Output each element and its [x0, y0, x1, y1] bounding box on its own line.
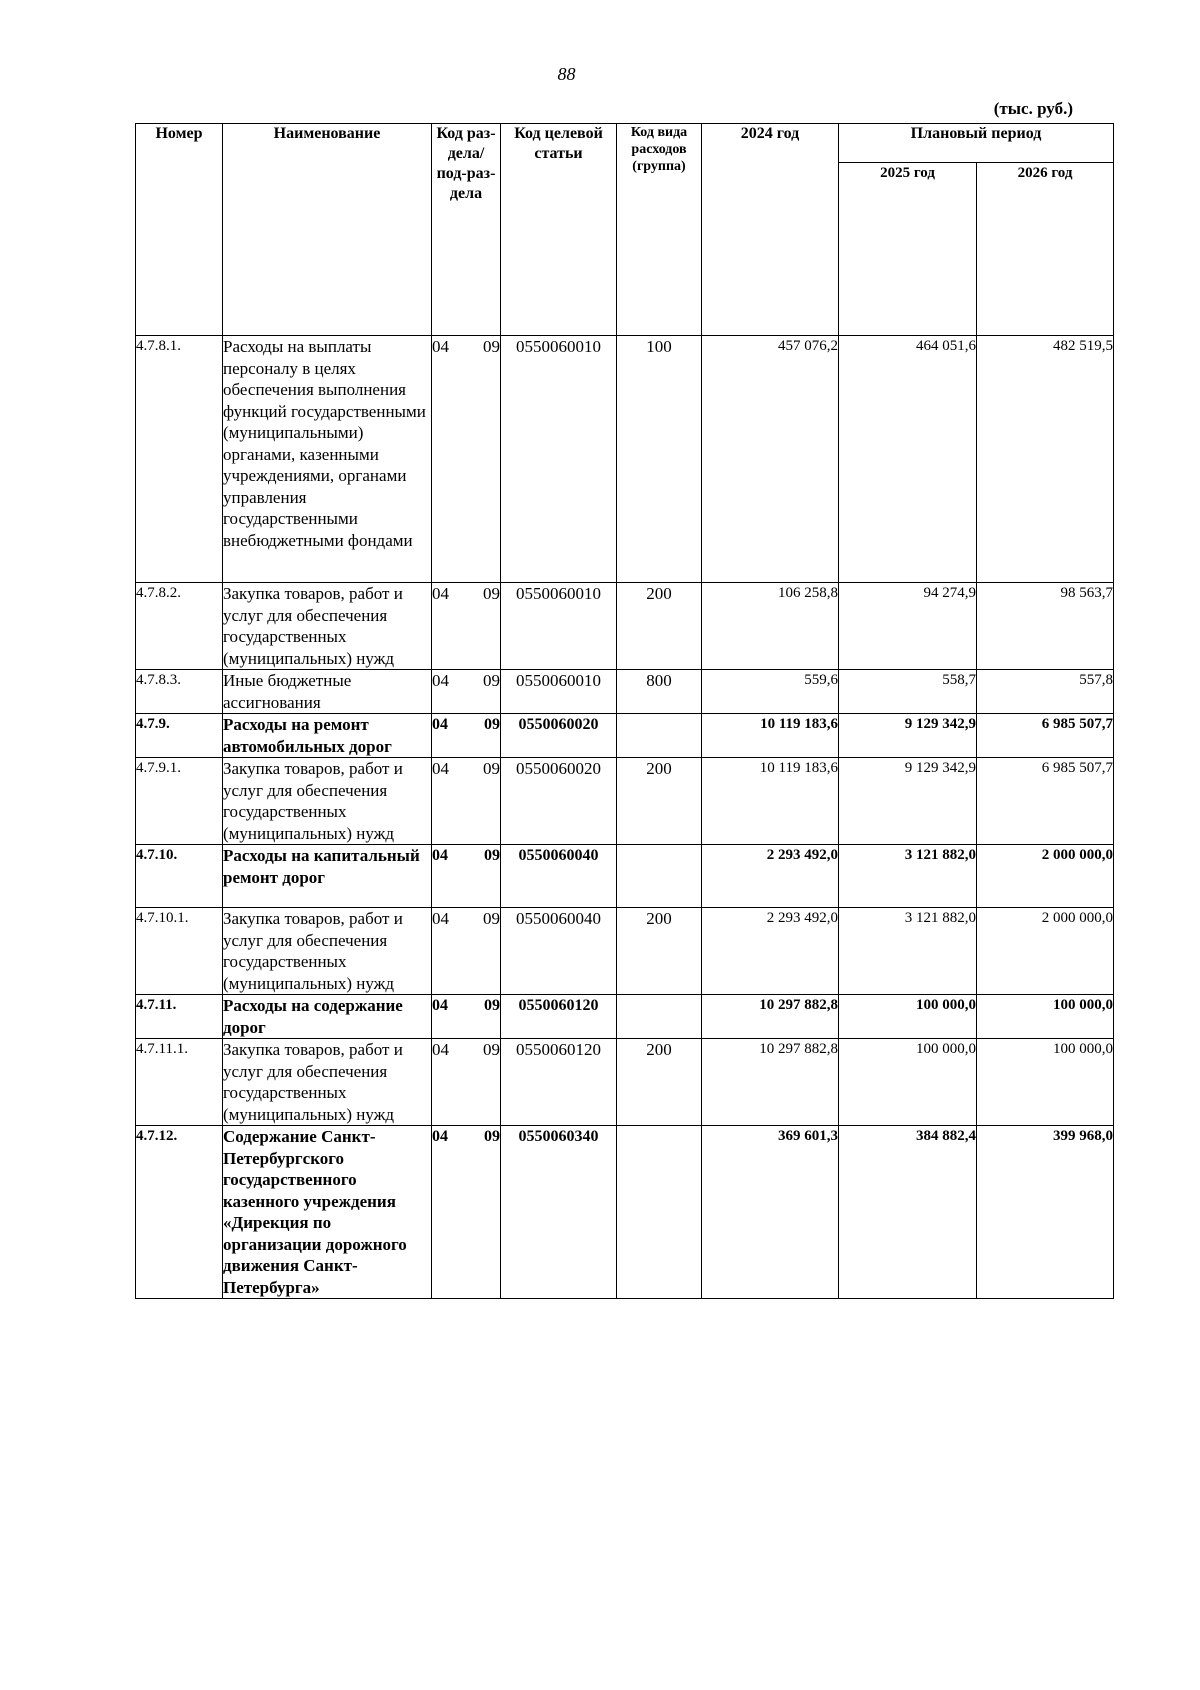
row-number: 4.7.9.1. [136, 758, 223, 845]
row-section: 04 [432, 671, 449, 690]
table-row [136, 714, 1114, 758]
header-number: Номер [136, 124, 223, 336]
row-subsection: 09 [483, 1040, 500, 1059]
row-target-code: 0550060020 [501, 758, 617, 845]
row-amount-2025: 464 051,6 [839, 336, 977, 583]
row-subsection: 09 [483, 584, 500, 603]
row-subsection: 09 [483, 759, 500, 778]
row-subsection: 09 [484, 847, 500, 864]
table-row [136, 758, 1114, 845]
row-amount-2026: 557,8 [977, 670, 1114, 714]
row-amount-2025: 9 129 342,9 [839, 714, 977, 758]
header-section-code: Код раз-дела/ под-раз-дела [432, 124, 501, 336]
table-row [136, 583, 1114, 670]
table-row [136, 336, 1114, 583]
row-target-code: 0550060010 [501, 583, 617, 670]
row-amount-2024: 369 601,3 [702, 1126, 839, 1299]
row-name: Расходы на капитальный ремонт дорог [223, 845, 432, 908]
row-expense-kind: 200 [617, 908, 702, 995]
row-target-code: 0550060010 [501, 336, 617, 583]
row-amount-2024: 2 293 492,0 [702, 845, 839, 908]
row-amount-2025: 100 000,0 [839, 1039, 977, 1126]
row-amount-2026: 6 985 507,7 [977, 714, 1114, 758]
header-year-2024: 2024 год [702, 124, 839, 336]
row-amount-2026: 2 000 000,0 [977, 908, 1114, 995]
table-row [136, 1126, 1114, 1299]
row-amount-2024: 457 076,2 [702, 336, 839, 583]
row-section-code [432, 670, 501, 714]
row-subsection: 09 [483, 671, 500, 690]
header-year-2026: 2026 год [977, 163, 1114, 336]
row-target-code: 0550060040 [501, 845, 617, 908]
row-section-code [432, 908, 501, 995]
row-number: 4.7.10. [136, 845, 223, 908]
table-row [136, 845, 1114, 908]
row-amount-2025: 558,7 [839, 670, 977, 714]
row-number: 4.7.10.1. [136, 908, 223, 995]
row-amount-2026: 98 563,7 [977, 583, 1114, 670]
row-expense-kind: 200 [617, 1039, 702, 1126]
row-name: Закупка товаров, работ и услуг для обеспечения государственных (муниципальных) нужд [223, 1039, 432, 1126]
row-target-code: 0550060010 [501, 670, 617, 714]
row-section-code [432, 845, 501, 908]
row-amount-2026: 482 519,5 [977, 336, 1114, 583]
row-section-code [432, 583, 501, 670]
header-planned-period: Плановый период [839, 124, 1114, 163]
row-amount-2026: 399 968,0 [977, 1126, 1114, 1299]
row-section: 04 [432, 909, 449, 928]
row-expense-kind: 100 [617, 336, 702, 583]
row-number: 4.7.11.1. [136, 1039, 223, 1126]
row-section: 04 [432, 847, 448, 864]
row-name: Расходы на содержание дорог [223, 995, 432, 1039]
row-section-code [432, 1039, 501, 1126]
table-row [136, 670, 1114, 714]
row-amount-2026: 100 000,0 [977, 1039, 1114, 1126]
row-amount-2024: 106 258,8 [702, 583, 839, 670]
row-section: 04 [432, 1040, 449, 1059]
row-subsection: 09 [483, 337, 500, 356]
row-amount-2025: 3 121 882,0 [839, 845, 977, 908]
row-number: 4.7.12. [136, 1126, 223, 1299]
table-row [136, 995, 1114, 1039]
row-section-code [432, 1126, 501, 1299]
row-section: 04 [432, 584, 449, 603]
row-name: Иные бюджетные ассигнования [223, 670, 432, 714]
row-name: Содержание Санкт-Петербургского государственного казенного учреждения «Дирекция по организации дорожного движения Санкт-Петербурга» [223, 1126, 432, 1299]
row-name: Закупка товаров, работ и услуг для обеспечения государственных (муниципальных) нужд [223, 908, 432, 995]
header-year-2025: 2025 год [839, 163, 977, 336]
row-target-code: 0550060340 [501, 1126, 617, 1299]
row-target-code: 0550060120 [501, 1039, 617, 1126]
row-target-code: 0550060020 [501, 714, 617, 758]
row-expense-kind: 200 [617, 583, 702, 670]
row-amount-2024: 10 119 183,6 [702, 758, 839, 845]
row-name: Закупка товаров, работ и услуг для обеспечения государственных (муниципальных) нужд [223, 583, 432, 670]
row-amount-2024: 10 119 183,6 [702, 714, 839, 758]
row-amount-2025: 9 129 342,9 [839, 758, 977, 845]
row-amount-2025: 384 882,4 [839, 1126, 977, 1299]
row-amount-2026: 6 985 507,7 [977, 758, 1114, 845]
row-subsection: 09 [484, 716, 500, 733]
row-number: 4.7.11. [136, 995, 223, 1039]
row-number: 4.7.8.3. [136, 670, 223, 714]
row-section-code [432, 758, 501, 845]
row-amount-2026: 2 000 000,0 [977, 845, 1114, 908]
header-expense-kind: Код вида расходов (группа) [617, 124, 702, 336]
table-header [136, 124, 1114, 336]
table-body [136, 336, 1114, 1299]
row-section: 04 [432, 997, 448, 1014]
row-amount-2024: 559,6 [702, 670, 839, 714]
row-number: 4.7.8.1. [136, 336, 223, 583]
row-amount-2025: 100 000,0 [839, 995, 977, 1039]
row-amount-2025: 3 121 882,0 [839, 908, 977, 995]
row-section: 04 [432, 337, 449, 356]
row-section: 04 [432, 716, 448, 733]
row-subsection: 09 [483, 909, 500, 928]
row-amount-2024: 10 297 882,8 [702, 1039, 839, 1126]
row-expense-kind [617, 1126, 702, 1299]
row-amount-2026: 100 000,0 [977, 995, 1114, 1039]
row-expense-kind [617, 995, 702, 1039]
row-section: 04 [432, 1128, 448, 1145]
row-amount-2024: 10 297 882,8 [702, 995, 839, 1039]
row-amount-2024: 2 293 492,0 [702, 908, 839, 995]
row-section-code [432, 995, 501, 1039]
units-label: (тыс. руб.) [993, 99, 1073, 118]
row-number: 4.7.8.2. [136, 583, 223, 670]
row-name: Расходы на выплаты персоналу в целях обеспечения выполнения функций государственными (муниципальными) органами, казенными учреждениями, органами управления государственными внебюджетными фондами [223, 336, 432, 583]
row-expense-kind [617, 845, 702, 908]
row-name: Расходы на ремонт автомобильных дорог [223, 714, 432, 758]
row-expense-kind: 800 [617, 670, 702, 714]
table-row [136, 1039, 1114, 1126]
page-number: 88 [557, 64, 576, 84]
row-target-code: 0550060120 [501, 995, 617, 1039]
row-section-code [432, 714, 501, 758]
row-subsection: 09 [484, 1128, 500, 1145]
table-row [136, 908, 1114, 995]
header-name: Наименование [223, 124, 432, 336]
row-section-code [432, 336, 501, 583]
row-section: 04 [432, 759, 449, 778]
row-subsection: 09 [484, 997, 500, 1014]
row-number: 4.7.9. [136, 714, 223, 758]
row-expense-kind: 200 [617, 758, 702, 845]
row-target-code: 0550060040 [501, 908, 617, 995]
row-name: Закупка товаров, работ и услуг для обеспечения государственных (муниципальных) нужд [223, 758, 432, 845]
header-target-code: Код целевой статьи [501, 124, 617, 336]
budget-table [135, 123, 1114, 1299]
row-amount-2025: 94 274,9 [839, 583, 977, 670]
row-expense-kind [617, 714, 702, 758]
